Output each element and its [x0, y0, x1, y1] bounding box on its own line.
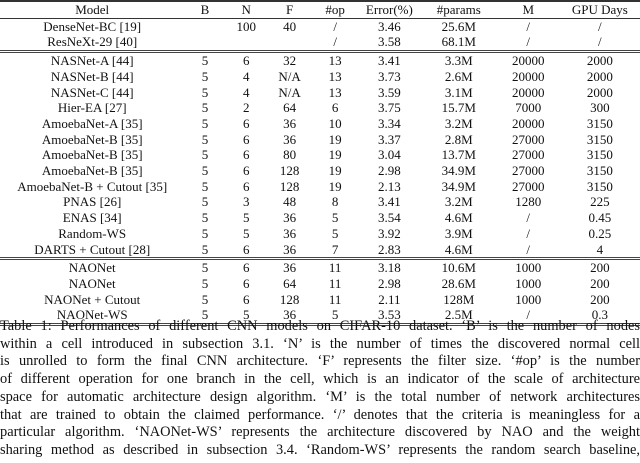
table-cell: 2	[242, 100, 250, 116]
table-cell: 5	[184, 259, 225, 276]
table-cell: 3150	[586, 115, 613, 131]
model-name-cell: NAONet-WS	[56, 307, 128, 323]
table-cell: 3.18	[358, 259, 421, 276]
table-cell: N/A	[278, 84, 301, 100]
table-cell: 0.45	[588, 210, 612, 226]
table-cell: 11	[312, 259, 358, 276]
column-header: F	[286, 2, 294, 17]
table-cell: 3.46	[378, 18, 401, 34]
caption-line: sharing method as described in subsection 3.4. ‘Random-WS’ represents the random search baseline,	[0, 441, 640, 458]
table-row	[0, 259, 640, 276]
table-cell: 1000	[497, 259, 560, 276]
table-cell: 3150	[586, 131, 613, 147]
table-cell: /	[526, 210, 531, 226]
table-cell: 25.6M	[441, 18, 476, 34]
table-row	[0, 132, 640, 148]
column-header: Error(%)	[365, 2, 413, 17]
table-cell: 5	[201, 163, 209, 179]
table-cell: 2000	[586, 84, 613, 100]
table-row	[0, 52, 640, 69]
table-row	[0, 242, 640, 259]
table-row	[0, 116, 640, 132]
model-name-cell: NAONet	[68, 275, 116, 291]
table-cell: 20000	[497, 52, 560, 69]
table-cell: 2.11	[378, 291, 401, 307]
table-cell	[267, 34, 313, 51]
table-cell: 2.8M	[444, 131, 473, 147]
table-cell: 36	[283, 307, 297, 323]
table-cell: 4.6M	[444, 241, 473, 257]
table-cell: 3.59	[378, 84, 401, 100]
model-name-cell: Random-WS	[58, 225, 127, 241]
table-cell: 13.7M	[441, 147, 476, 163]
table-cell: 32	[267, 52, 313, 69]
model-name-cell: AmoebaNet-B [35]	[41, 131, 143, 147]
table-cell: 3.54	[378, 210, 401, 226]
table-cell: 128	[279, 291, 300, 307]
model-name-cell: NASNet-C [44]	[50, 84, 134, 100]
caption-line: that are trained to obtain the claimed performance. ‘/’ denotes that the criteria is meaningless for a	[0, 406, 640, 423]
table-cell: 100	[236, 18, 256, 34]
model-name-cell: DARTS + Cutout [28]	[34, 241, 151, 257]
table-cell: 3.73	[378, 68, 401, 84]
table-row	[0, 276, 640, 292]
table-cell: 34.9M	[441, 163, 476, 179]
column-header: GPU Days	[571, 2, 628, 17]
table-cell: 27000	[511, 131, 545, 147]
table-cell: 0.3	[591, 307, 608, 323]
table-cell: 3.2M	[444, 194, 473, 210]
table-cell: 2.6M	[444, 68, 473, 84]
caption-line: of different operation for one branch in the cell, which is an indicator of the scale of architecture	[0, 371, 640, 388]
table-cell: 11	[328, 275, 342, 291]
table-row	[0, 226, 640, 242]
table-row	[0, 18, 640, 34]
table-cell: 64	[283, 100, 297, 116]
table-cell: 2.13	[378, 178, 401, 194]
table-cell: 5	[201, 68, 209, 84]
table-cell: 3.04	[378, 147, 401, 163]
table-cell: 2000	[586, 68, 613, 84]
table-cell: 2000	[560, 52, 640, 69]
table-cell: 1000	[515, 291, 542, 307]
caption-line: within a cell introduced in subsection 3.1. ‘N’ is the number of times the discovered normal cell	[0, 335, 640, 352]
table-cell: 11	[328, 291, 342, 307]
table-cell: 3.2M	[444, 115, 473, 131]
table-cell: /	[526, 225, 531, 241]
table-cell: 5	[242, 210, 250, 226]
table-cell: 5	[201, 241, 209, 257]
table-cell: 3	[242, 194, 250, 210]
table-cell: 3.53	[378, 307, 401, 323]
column-header: N	[241, 2, 251, 17]
table-cell: 36	[283, 131, 297, 147]
table-cell: 3.37	[378, 131, 401, 147]
table-cell: 68.1M	[441, 34, 476, 50]
table-cell: 3.9M	[444, 225, 473, 241]
model-name-cell: ENAS [34]	[62, 210, 122, 226]
table-cell: 5	[242, 307, 250, 323]
table-cell: 6	[242, 147, 250, 163]
table-cell: 3.1M	[444, 84, 473, 100]
table-cell: 6	[242, 163, 250, 179]
model-name-cell: AmoebaNet-B [35]	[41, 147, 143, 163]
table-cell: /	[526, 18, 531, 34]
table-cell: 6	[242, 241, 250, 257]
table-row	[0, 69, 640, 85]
table-cell: 2.98	[378, 163, 401, 179]
caption-line: is unrolled to form the final CNN architecture. ‘F’ represents the filter size. ‘#op’ is the number	[0, 353, 640, 370]
table-cell: 3.58	[378, 34, 401, 50]
table-cell: 3.41	[358, 52, 421, 69]
model-name-cell: Hier-EA [27]	[57, 100, 127, 116]
table-cell: 3150	[586, 163, 613, 179]
table-row	[0, 100, 640, 116]
table-cell: 5	[201, 131, 209, 147]
table-row	[0, 147, 640, 163]
table-cell: 28.6M	[441, 275, 476, 291]
table-cell: /	[598, 18, 602, 34]
table-cell: 10	[328, 115, 342, 131]
table-cell: 225	[590, 194, 610, 210]
table-cell	[184, 18, 225, 34]
table-cell: 5	[201, 115, 209, 131]
table-cell: 3.75	[378, 100, 401, 116]
table-cell: 5	[201, 275, 209, 291]
table-cell: 5	[201, 84, 209, 100]
table-cell: 64	[283, 275, 297, 291]
table-cell: 5	[331, 210, 339, 226]
model-name-cell: PNAS [26]	[63, 194, 122, 210]
table-cell: 5	[242, 225, 250, 241]
column-header: Model	[75, 2, 110, 17]
table-cell: 0.25	[588, 225, 612, 241]
model-name-cell: AmoebaNet-B [35]	[41, 163, 143, 179]
table-cell: 200	[560, 259, 640, 276]
table-header-row	[0, 1, 640, 18]
table-cell: 4	[596, 241, 604, 257]
model-name-cell: NAONet + Cutout	[44, 291, 141, 307]
table-cell: 36	[283, 225, 297, 241]
table-cell: 6	[242, 291, 250, 307]
table-cell: 5	[201, 100, 209, 116]
table-cell: 8	[331, 194, 339, 210]
table-cell: 27000	[511, 163, 545, 179]
table-cell: 2.5M	[444, 307, 473, 323]
table-cell: /	[526, 307, 531, 323]
table-cell: /	[598, 34, 602, 50]
table-cell: 6	[242, 275, 250, 291]
model-name-cell: AmoebaNet-B + Cutout [35]	[17, 178, 168, 194]
table-cell: 3.34	[378, 115, 401, 131]
table-cell: 36	[267, 259, 313, 276]
table-cell: 2.83	[378, 241, 401, 257]
table-cell: 5	[201, 291, 209, 307]
table-cell	[226, 34, 267, 51]
table-cell: 1280	[515, 194, 542, 210]
table-row	[0, 210, 640, 226]
table-cell: 5	[201, 210, 209, 226]
table-cell: 3.3M	[421, 52, 497, 69]
table-cell: 6	[242, 115, 250, 131]
table-cell: 19	[328, 131, 342, 147]
table-row	[0, 179, 640, 195]
table-cell: 19	[328, 178, 342, 194]
model-name-cell: ResNeXt-29 [40]	[47, 34, 138, 50]
caption-line: particular algorithm. ‘NAONet-WS’ represents the architecture discovered by NAO and the weight	[0, 424, 640, 441]
table-row	[0, 163, 640, 179]
table-cell: 128	[279, 163, 300, 179]
table-cell: 80	[283, 147, 297, 163]
table-cell: 6	[226, 259, 267, 276]
table-cell: 3.92	[378, 225, 401, 241]
table-cell: 19	[328, 147, 342, 163]
table-cell: 3150	[586, 147, 613, 163]
column-header: #op	[325, 2, 345, 17]
table-cell: 5	[201, 307, 209, 323]
table-row	[0, 292, 640, 308]
table-cell: 34.9M	[441, 178, 476, 194]
table-cell: 200	[590, 275, 610, 291]
table-cell: 128	[279, 178, 300, 194]
table-cell: 36	[283, 210, 297, 226]
table-cell: 5	[201, 194, 209, 210]
table-cell: 1000	[515, 275, 542, 291]
table-cell: 13	[328, 84, 342, 100]
table-cell: 48	[283, 194, 297, 210]
table-cell: 36	[283, 241, 297, 257]
table-cell: 40	[283, 18, 297, 34]
column-header: B	[200, 2, 210, 17]
table-cell: 36	[283, 115, 297, 131]
table-row	[0, 85, 640, 101]
model-name-cell: NASNet-A [44]	[0, 52, 184, 69]
table-row	[0, 34, 640, 51]
table-cell: /	[333, 18, 337, 34]
caption-line: Table 1: Performances of different CNN models on CIFAR-10 dataset. ‘B’ is the number of nodes	[0, 318, 640, 334]
table-cell: 4	[242, 68, 250, 84]
table-cell: 3150	[586, 178, 613, 194]
table-cell: 5	[201, 225, 209, 241]
column-header: #params	[436, 2, 481, 17]
model-name-cell: NAONet	[0, 259, 184, 276]
table-cell: 5	[201, 178, 209, 194]
column-header: M	[522, 2, 534, 17]
table-caption	[0, 318, 640, 460]
table-cell: /	[526, 241, 531, 257]
table-cell: 4.6M	[444, 210, 473, 226]
table-cell: 7000	[515, 100, 542, 116]
table-cell: 27000	[511, 178, 545, 194]
table-cell: 20000	[511, 115, 545, 131]
table-cell: 6	[331, 100, 339, 116]
table-cell: 128M	[443, 291, 475, 307]
table-cell: 20000	[511, 84, 545, 100]
table-cell: 200	[590, 291, 610, 307]
table-cell: 27000	[511, 147, 545, 163]
table-cell: 6	[226, 52, 267, 69]
table-cell: 7	[331, 241, 339, 257]
caption-line: space for automatic architecture design algorithm. ‘M’ is the total number of network architectures	[0, 388, 640, 405]
table-cell: 19	[328, 163, 342, 179]
table-cell: 10.6M	[421, 259, 497, 276]
model-name-cell: DenseNet-BC [19]	[43, 18, 142, 34]
table-cell: 2.98	[378, 275, 401, 291]
table-cell: 20000	[511, 68, 545, 84]
table-cell: /	[526, 34, 531, 50]
table-row	[0, 194, 640, 210]
table-cell: 4	[242, 84, 250, 100]
model-name-cell: NASNet-B [44]	[50, 68, 134, 84]
table-cell: /	[333, 34, 337, 50]
table-cell: 6	[242, 131, 250, 147]
table-cell: 15.7M	[441, 100, 476, 116]
table-cell: 13	[312, 52, 358, 69]
table-cell: N/A	[278, 68, 301, 84]
table-cell: 5	[331, 307, 339, 323]
model-name-cell: AmoebaNet-A [35]	[41, 115, 143, 131]
table-cell: 13	[328, 68, 342, 84]
table-cell: 300	[590, 100, 610, 116]
table-cell: 6	[242, 178, 250, 194]
table-cell: 5	[184, 52, 225, 69]
table-cell	[184, 34, 225, 51]
table-cell: 3.41	[378, 194, 401, 210]
table-cell: 5	[201, 147, 209, 163]
table-cell: 5	[331, 225, 339, 241]
